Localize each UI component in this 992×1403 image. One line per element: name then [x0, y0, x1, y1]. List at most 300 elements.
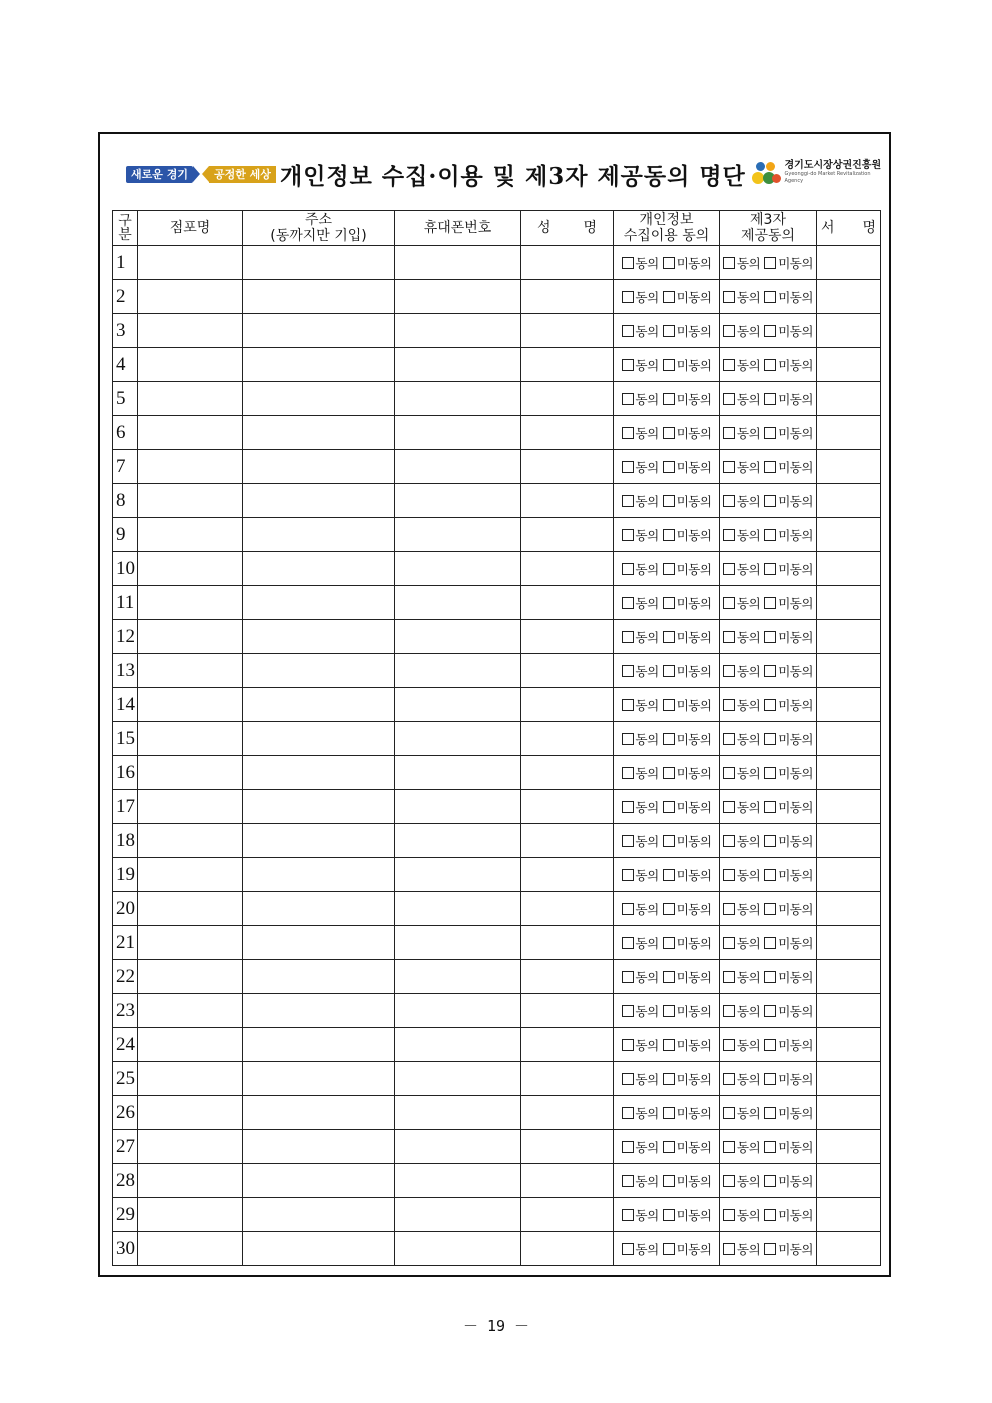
agree-checkbox[interactable] — [622, 631, 634, 643]
agree-checkbox[interactable] — [622, 869, 634, 881]
agree-checkbox[interactable] — [723, 903, 735, 915]
agree-checkbox[interactable] — [622, 529, 634, 541]
agree-checkbox[interactable] — [622, 835, 634, 847]
phone-cell[interactable] — [395, 382, 521, 416]
address-cell[interactable] — [243, 688, 395, 722]
disagree-checkbox[interactable] — [663, 461, 675, 473]
signature-cell[interactable] — [817, 586, 881, 620]
disagree-checkbox[interactable] — [663, 563, 675, 575]
disagree-checkbox[interactable] — [764, 1243, 776, 1255]
agree-label: 동의 — [635, 289, 659, 305]
address-cell[interactable] — [243, 416, 395, 450]
agree-checkbox[interactable] — [723, 767, 735, 779]
agree-checkbox[interactable] — [723, 869, 735, 881]
name-cell[interactable] — [521, 688, 614, 722]
agree-checkbox[interactable] — [723, 801, 735, 813]
address-cell[interactable] — [243, 484, 395, 518]
store-cell[interactable] — [138, 518, 243, 552]
agree-checkbox[interactable] — [622, 393, 634, 405]
address-cell[interactable] — [243, 722, 395, 756]
phone-cell[interactable] — [395, 586, 521, 620]
store-cell[interactable] — [138, 994, 243, 1028]
agree-checkbox[interactable] — [723, 971, 735, 983]
disagree-checkbox[interactable] — [764, 903, 776, 915]
name-cell[interactable] — [521, 382, 614, 416]
address-cell[interactable] — [243, 382, 395, 416]
agree-checkbox[interactable] — [622, 1039, 634, 1051]
name-cell[interactable] — [521, 994, 614, 1028]
disagree-checkbox[interactable] — [764, 801, 776, 813]
phone-cell[interactable] — [395, 484, 521, 518]
name-cell[interactable] — [521, 858, 614, 892]
agree-checkbox[interactable] — [622, 801, 634, 813]
agree-checkbox[interactable] — [723, 427, 735, 439]
signature-cell[interactable] — [817, 314, 881, 348]
phone-cell[interactable] — [395, 620, 521, 654]
agree-label: 동의 — [635, 459, 659, 475]
disagree-checkbox[interactable] — [764, 1073, 776, 1085]
third-party-consent-cell — [720, 246, 817, 280]
disagree-checkbox[interactable] — [663, 427, 675, 439]
phone-cell[interactable] — [395, 416, 521, 450]
address-cell[interactable] — [243, 824, 395, 858]
address-cell[interactable] — [243, 348, 395, 382]
disagree-label: 미동의 — [676, 1207, 712, 1223]
store-cell[interactable] — [138, 1164, 243, 1198]
agree-checkbox[interactable] — [622, 325, 634, 337]
agree-checkbox[interactable] — [723, 597, 735, 609]
agree-checkbox[interactable] — [622, 1141, 634, 1153]
agree-checkbox[interactable] — [622, 461, 634, 473]
disagree-label: 미동의 — [778, 323, 813, 339]
agree-checkbox[interactable] — [622, 359, 634, 371]
disagree-checkbox[interactable] — [663, 1073, 675, 1085]
header-collect-line2: 수집이용 동의 — [623, 228, 710, 244]
name-cell[interactable] — [521, 1028, 614, 1062]
disagree-checkbox[interactable] — [663, 1141, 675, 1153]
signature-cell[interactable] — [817, 416, 881, 450]
disagree-checkbox[interactable] — [663, 1005, 675, 1017]
signature-cell[interactable] — [817, 620, 881, 654]
disagree-checkbox[interactable] — [764, 1209, 776, 1221]
phone-cell[interactable] — [395, 824, 521, 858]
table-row — [113, 586, 881, 620]
agree-checkbox[interactable] — [622, 427, 634, 439]
disagree-checkbox[interactable] — [764, 1107, 776, 1119]
disagree-checkbox[interactable] — [764, 1141, 776, 1153]
disagree-checkbox[interactable] — [764, 631, 776, 643]
disagree-checkbox[interactable] — [764, 257, 776, 269]
agree-checkbox[interactable] — [622, 767, 634, 779]
disagree-checkbox[interactable] — [663, 699, 675, 711]
signature-cell[interactable] — [817, 722, 881, 756]
agree-label: 동의 — [737, 493, 761, 509]
address-cell[interactable] — [243, 1028, 395, 1062]
signature-cell[interactable] — [817, 654, 881, 688]
name-cell[interactable] — [521, 552, 614, 586]
disagree-checkbox[interactable] — [764, 835, 776, 847]
agree-checkbox[interactable] — [622, 563, 634, 575]
phone-cell[interactable] — [395, 280, 521, 314]
agree-checkbox[interactable] — [723, 257, 735, 269]
agree-checkbox[interactable] — [723, 461, 735, 473]
store-cell[interactable] — [138, 722, 243, 756]
signature-cell[interactable] — [817, 688, 881, 722]
agree-checkbox[interactable] — [723, 835, 735, 847]
name-cell[interactable] — [521, 518, 614, 552]
phone-cell[interactable] — [395, 858, 521, 892]
agree-checkbox[interactable] — [622, 257, 634, 269]
agree-label: 동의 — [635, 799, 659, 815]
agree-checkbox[interactable] — [723, 1243, 735, 1255]
collect-consent-cell — [614, 382, 720, 416]
store-cell[interactable] — [138, 1198, 243, 1232]
disagree-checkbox[interactable] — [663, 1107, 675, 1119]
address-cell[interactable] — [243, 518, 395, 552]
disagree-checkbox[interactable] — [663, 359, 675, 371]
third-party-consent-cell — [720, 552, 817, 586]
disagree-checkbox[interactable] — [764, 597, 776, 609]
address-cell[interactable] — [243, 892, 395, 926]
signature-cell[interactable] — [817, 280, 881, 314]
table-row — [113, 518, 881, 552]
store-cell[interactable] — [138, 926, 243, 960]
collect-consent-cell — [614, 416, 720, 450]
agree-checkbox[interactable] — [622, 1175, 634, 1187]
agree-checkbox[interactable] — [723, 325, 735, 337]
disagree-checkbox[interactable] — [663, 903, 675, 915]
signature-cell[interactable] — [817, 382, 881, 416]
address-cell[interactable] — [243, 1062, 395, 1096]
phone-cell[interactable] — [395, 552, 521, 586]
name-cell[interactable] — [521, 620, 614, 654]
agree-checkbox[interactable] — [723, 563, 735, 575]
agree-checkbox[interactable] — [723, 665, 735, 677]
store-cell[interactable] — [138, 756, 243, 790]
disagree-checkbox[interactable] — [663, 801, 675, 813]
name-cell[interactable] — [521, 926, 614, 960]
disagree-checkbox[interactable] — [663, 1039, 675, 1051]
name-cell[interactable] — [521, 450, 614, 484]
disagree-checkbox[interactable] — [764, 937, 776, 949]
store-cell[interactable] — [138, 620, 243, 654]
slogan-arrow-icon — [202, 166, 209, 182]
disagree-checkbox[interactable] — [764, 767, 776, 779]
store-cell[interactable] — [138, 1130, 243, 1164]
signature-cell[interactable] — [817, 824, 881, 858]
signature-cell[interactable] — [817, 518, 881, 552]
third-party-consent-cell — [720, 1232, 817, 1266]
agree-label: 동의 — [635, 1139, 659, 1155]
store-cell[interactable] — [138, 484, 243, 518]
phone-cell[interactable] — [395, 1164, 521, 1198]
disagree-label: 미동의 — [778, 1173, 813, 1189]
signature-cell[interactable] — [817, 1096, 881, 1130]
disagree-checkbox[interactable] — [764, 359, 776, 371]
signature-cell[interactable] — [817, 1198, 881, 1232]
name-cell[interactable] — [521, 756, 614, 790]
disagree-checkbox[interactable] — [663, 1175, 675, 1187]
row-number: 29 — [113, 1198, 138, 1232]
disagree-checkbox[interactable] — [663, 767, 675, 779]
name-cell[interactable] — [521, 1164, 614, 1198]
phone-cell[interactable] — [395, 1062, 521, 1096]
third-party-consent-cell — [720, 926, 817, 960]
store-cell[interactable] — [138, 382, 243, 416]
name-cell[interactable] — [521, 790, 614, 824]
agree-checkbox[interactable] — [622, 1209, 634, 1221]
store-cell[interactable] — [138, 892, 243, 926]
signature-cell[interactable] — [817, 1062, 881, 1096]
collect-consent-cell — [614, 314, 720, 348]
address-cell[interactable] — [243, 756, 395, 790]
address-cell[interactable] — [243, 586, 395, 620]
disagree-checkbox[interactable] — [663, 291, 675, 303]
address-cell[interactable] — [243, 1130, 395, 1164]
phone-cell[interactable] — [395, 1028, 521, 1062]
agree-checkbox[interactable] — [622, 597, 634, 609]
disagree-checkbox[interactable] — [764, 869, 776, 881]
address-cell[interactable] — [243, 994, 395, 1028]
agree-checkbox[interactable] — [723, 1005, 735, 1017]
phone-cell[interactable] — [395, 756, 521, 790]
disagree-checkbox[interactable] — [663, 869, 675, 881]
disagree-checkbox[interactable] — [764, 1175, 776, 1187]
phone-cell[interactable] — [395, 654, 521, 688]
disagree-label: 미동의 — [676, 765, 712, 781]
store-cell[interactable] — [138, 960, 243, 994]
name-cell[interactable] — [521, 892, 614, 926]
disagree-checkbox[interactable] — [764, 529, 776, 541]
third-party-consent-cell — [720, 756, 817, 790]
agree-checkbox[interactable] — [622, 1073, 634, 1085]
phone-cell[interactable] — [395, 1232, 521, 1266]
disagree-checkbox[interactable] — [764, 971, 776, 983]
name-cell[interactable] — [521, 246, 614, 280]
agree-checkbox[interactable] — [723, 1141, 735, 1153]
name-cell[interactable] — [521, 280, 614, 314]
address-cell[interactable] — [243, 1096, 395, 1130]
row-number: 30 — [113, 1232, 138, 1266]
phone-cell[interactable] — [395, 688, 521, 722]
address-cell[interactable] — [243, 1164, 395, 1198]
address-cell[interactable] — [243, 552, 395, 586]
disagree-checkbox[interactable] — [764, 461, 776, 473]
agree-checkbox[interactable] — [723, 1209, 735, 1221]
agree-checkbox[interactable] — [723, 937, 735, 949]
phone-cell[interactable] — [395, 518, 521, 552]
name-cell[interactable] — [521, 824, 614, 858]
phone-cell[interactable] — [395, 960, 521, 994]
name-cell[interactable] — [521, 1130, 614, 1164]
phone-cell[interactable] — [395, 348, 521, 382]
store-cell[interactable] — [138, 824, 243, 858]
agree-checkbox[interactable] — [723, 733, 735, 745]
signature-cell[interactable] — [817, 1130, 881, 1164]
signature-cell[interactable] — [817, 960, 881, 994]
agree-checkbox[interactable] — [622, 495, 634, 507]
address-cell[interactable] — [243, 246, 395, 280]
store-cell[interactable] — [138, 348, 243, 382]
store-cell[interactable] — [138, 552, 243, 586]
agree-checkbox[interactable] — [622, 971, 634, 983]
address-cell[interactable] — [243, 1198, 395, 1232]
signature-cell[interactable] — [817, 1028, 881, 1062]
agree-checkbox[interactable] — [723, 1175, 735, 1187]
phone-cell[interactable] — [395, 722, 521, 756]
agree-checkbox[interactable] — [622, 291, 634, 303]
signature-cell[interactable] — [817, 484, 881, 518]
store-cell[interactable] — [138, 314, 243, 348]
disagree-checkbox[interactable] — [764, 393, 776, 405]
disagree-checkbox[interactable] — [764, 665, 776, 677]
disagree-checkbox[interactable] — [764, 291, 776, 303]
disagree-checkbox[interactable] — [764, 699, 776, 711]
name-cell[interactable] — [521, 722, 614, 756]
disagree-checkbox[interactable] — [663, 597, 675, 609]
store-cell[interactable] — [138, 858, 243, 892]
disagree-checkbox[interactable] — [764, 563, 776, 575]
disagree-checkbox[interactable] — [663, 1209, 675, 1221]
address-cell[interactable] — [243, 960, 395, 994]
phone-cell[interactable] — [395, 994, 521, 1028]
disagree-checkbox[interactable] — [663, 495, 675, 507]
phone-cell[interactable] — [395, 926, 521, 960]
name-cell[interactable] — [521, 960, 614, 994]
disagree-checkbox[interactable] — [764, 1005, 776, 1017]
page-number: － 19 － — [462, 1317, 530, 1335]
phone-cell[interactable] — [395, 246, 521, 280]
disagree-checkbox[interactable] — [663, 937, 675, 949]
name-cell[interactable] — [521, 1062, 614, 1096]
disagree-checkbox[interactable] — [663, 665, 675, 677]
address-cell[interactable] — [243, 858, 395, 892]
agree-checkbox[interactable] — [622, 733, 634, 745]
name-cell[interactable] — [521, 314, 614, 348]
store-cell[interactable] — [138, 654, 243, 688]
disagree-checkbox[interactable] — [764, 325, 776, 337]
address-cell[interactable] — [243, 654, 395, 688]
signature-cell[interactable] — [817, 1232, 881, 1266]
agree-checkbox[interactable] — [723, 495, 735, 507]
phone-cell[interactable] — [395, 1198, 521, 1232]
agree-checkbox[interactable] — [723, 631, 735, 643]
signature-cell[interactable] — [817, 1164, 881, 1198]
agree-checkbox[interactable] — [723, 1073, 735, 1085]
disagree-checkbox[interactable] — [663, 835, 675, 847]
disagree-checkbox[interactable] — [663, 631, 675, 643]
disagree-checkbox[interactable] — [663, 325, 675, 337]
collect-consent-cell — [614, 926, 720, 960]
disagree-checkbox[interactable] — [663, 529, 675, 541]
address-cell[interactable] — [243, 314, 395, 348]
agree-checkbox[interactable] — [622, 1005, 634, 1017]
agree-checkbox[interactable] — [723, 529, 735, 541]
store-cell[interactable] — [138, 1028, 243, 1062]
signature-cell[interactable] — [817, 926, 881, 960]
agree-checkbox[interactable] — [723, 1039, 735, 1051]
disagree-checkbox[interactable] — [663, 971, 675, 983]
store-cell[interactable] — [138, 246, 243, 280]
store-cell[interactable] — [138, 1062, 243, 1096]
phone-cell[interactable] — [395, 1096, 521, 1130]
signature-cell[interactable] — [817, 756, 881, 790]
disagree-checkbox[interactable] — [663, 393, 675, 405]
name-cell[interactable] — [521, 1232, 614, 1266]
third-party-consent-cell — [720, 382, 817, 416]
agree-checkbox[interactable] — [723, 699, 735, 711]
signature-cell[interactable] — [817, 348, 881, 382]
agree-checkbox[interactable] — [723, 291, 735, 303]
agree-checkbox[interactable] — [622, 937, 634, 949]
agree-checkbox[interactable] — [622, 665, 634, 677]
disagree-checkbox[interactable] — [764, 495, 776, 507]
agree-checkbox[interactable] — [723, 1107, 735, 1119]
row-number: 23 — [113, 994, 138, 1028]
signature-cell[interactable] — [817, 994, 881, 1028]
phone-cell[interactable] — [395, 314, 521, 348]
name-cell[interactable] — [521, 586, 614, 620]
name-cell[interactable] — [521, 348, 614, 382]
store-cell[interactable] — [138, 450, 243, 484]
signature-cell[interactable] — [817, 450, 881, 484]
disagree-checkbox[interactable] — [764, 733, 776, 745]
store-cell[interactable] — [138, 790, 243, 824]
disagree-checkbox[interactable] — [663, 733, 675, 745]
disagree-checkbox[interactable] — [663, 1243, 675, 1255]
phone-cell[interactable] — [395, 892, 521, 926]
address-cell[interactable] — [243, 450, 395, 484]
address-cell[interactable] — [243, 1232, 395, 1266]
agree-checkbox[interactable] — [622, 699, 634, 711]
signature-cell[interactable] — [817, 858, 881, 892]
store-cell[interactable] — [138, 280, 243, 314]
phone-cell[interactable] — [395, 1130, 521, 1164]
agree-checkbox[interactable] — [622, 1243, 634, 1255]
store-cell[interactable] — [138, 1232, 243, 1266]
agree-checkbox[interactable] — [723, 359, 735, 371]
store-cell[interactable] — [138, 586, 243, 620]
table-row — [113, 280, 881, 314]
signature-cell[interactable] — [817, 790, 881, 824]
name-cell[interactable] — [521, 416, 614, 450]
address-cell[interactable] — [243, 280, 395, 314]
signature-cell[interactable] — [817, 246, 881, 280]
signature-cell[interactable] — [817, 552, 881, 586]
disagree-checkbox[interactable] — [764, 427, 776, 439]
agree-checkbox[interactable] — [622, 903, 634, 915]
signature-cell[interactable] — [817, 892, 881, 926]
disagree-checkbox[interactable] — [764, 1039, 776, 1051]
name-cell[interactable] — [521, 1198, 614, 1232]
disagree-checkbox[interactable] — [663, 257, 675, 269]
phone-cell[interactable] — [395, 450, 521, 484]
agree-checkbox[interactable] — [723, 393, 735, 405]
agree-checkbox[interactable] — [622, 1107, 634, 1119]
name-cell[interactable] — [521, 654, 614, 688]
agree-label: 동의 — [635, 1037, 659, 1053]
name-cell[interactable] — [521, 1096, 614, 1130]
store-cell[interactable] — [138, 688, 243, 722]
phone-cell[interactable] — [395, 790, 521, 824]
document-frame — [98, 132, 891, 1277]
address-cell[interactable] — [243, 926, 395, 960]
address-cell[interactable] — [243, 620, 395, 654]
address-cell[interactable] — [243, 790, 395, 824]
store-cell[interactable] — [138, 1096, 243, 1130]
store-cell[interactable] — [138, 416, 243, 450]
name-cell[interactable] — [521, 484, 614, 518]
